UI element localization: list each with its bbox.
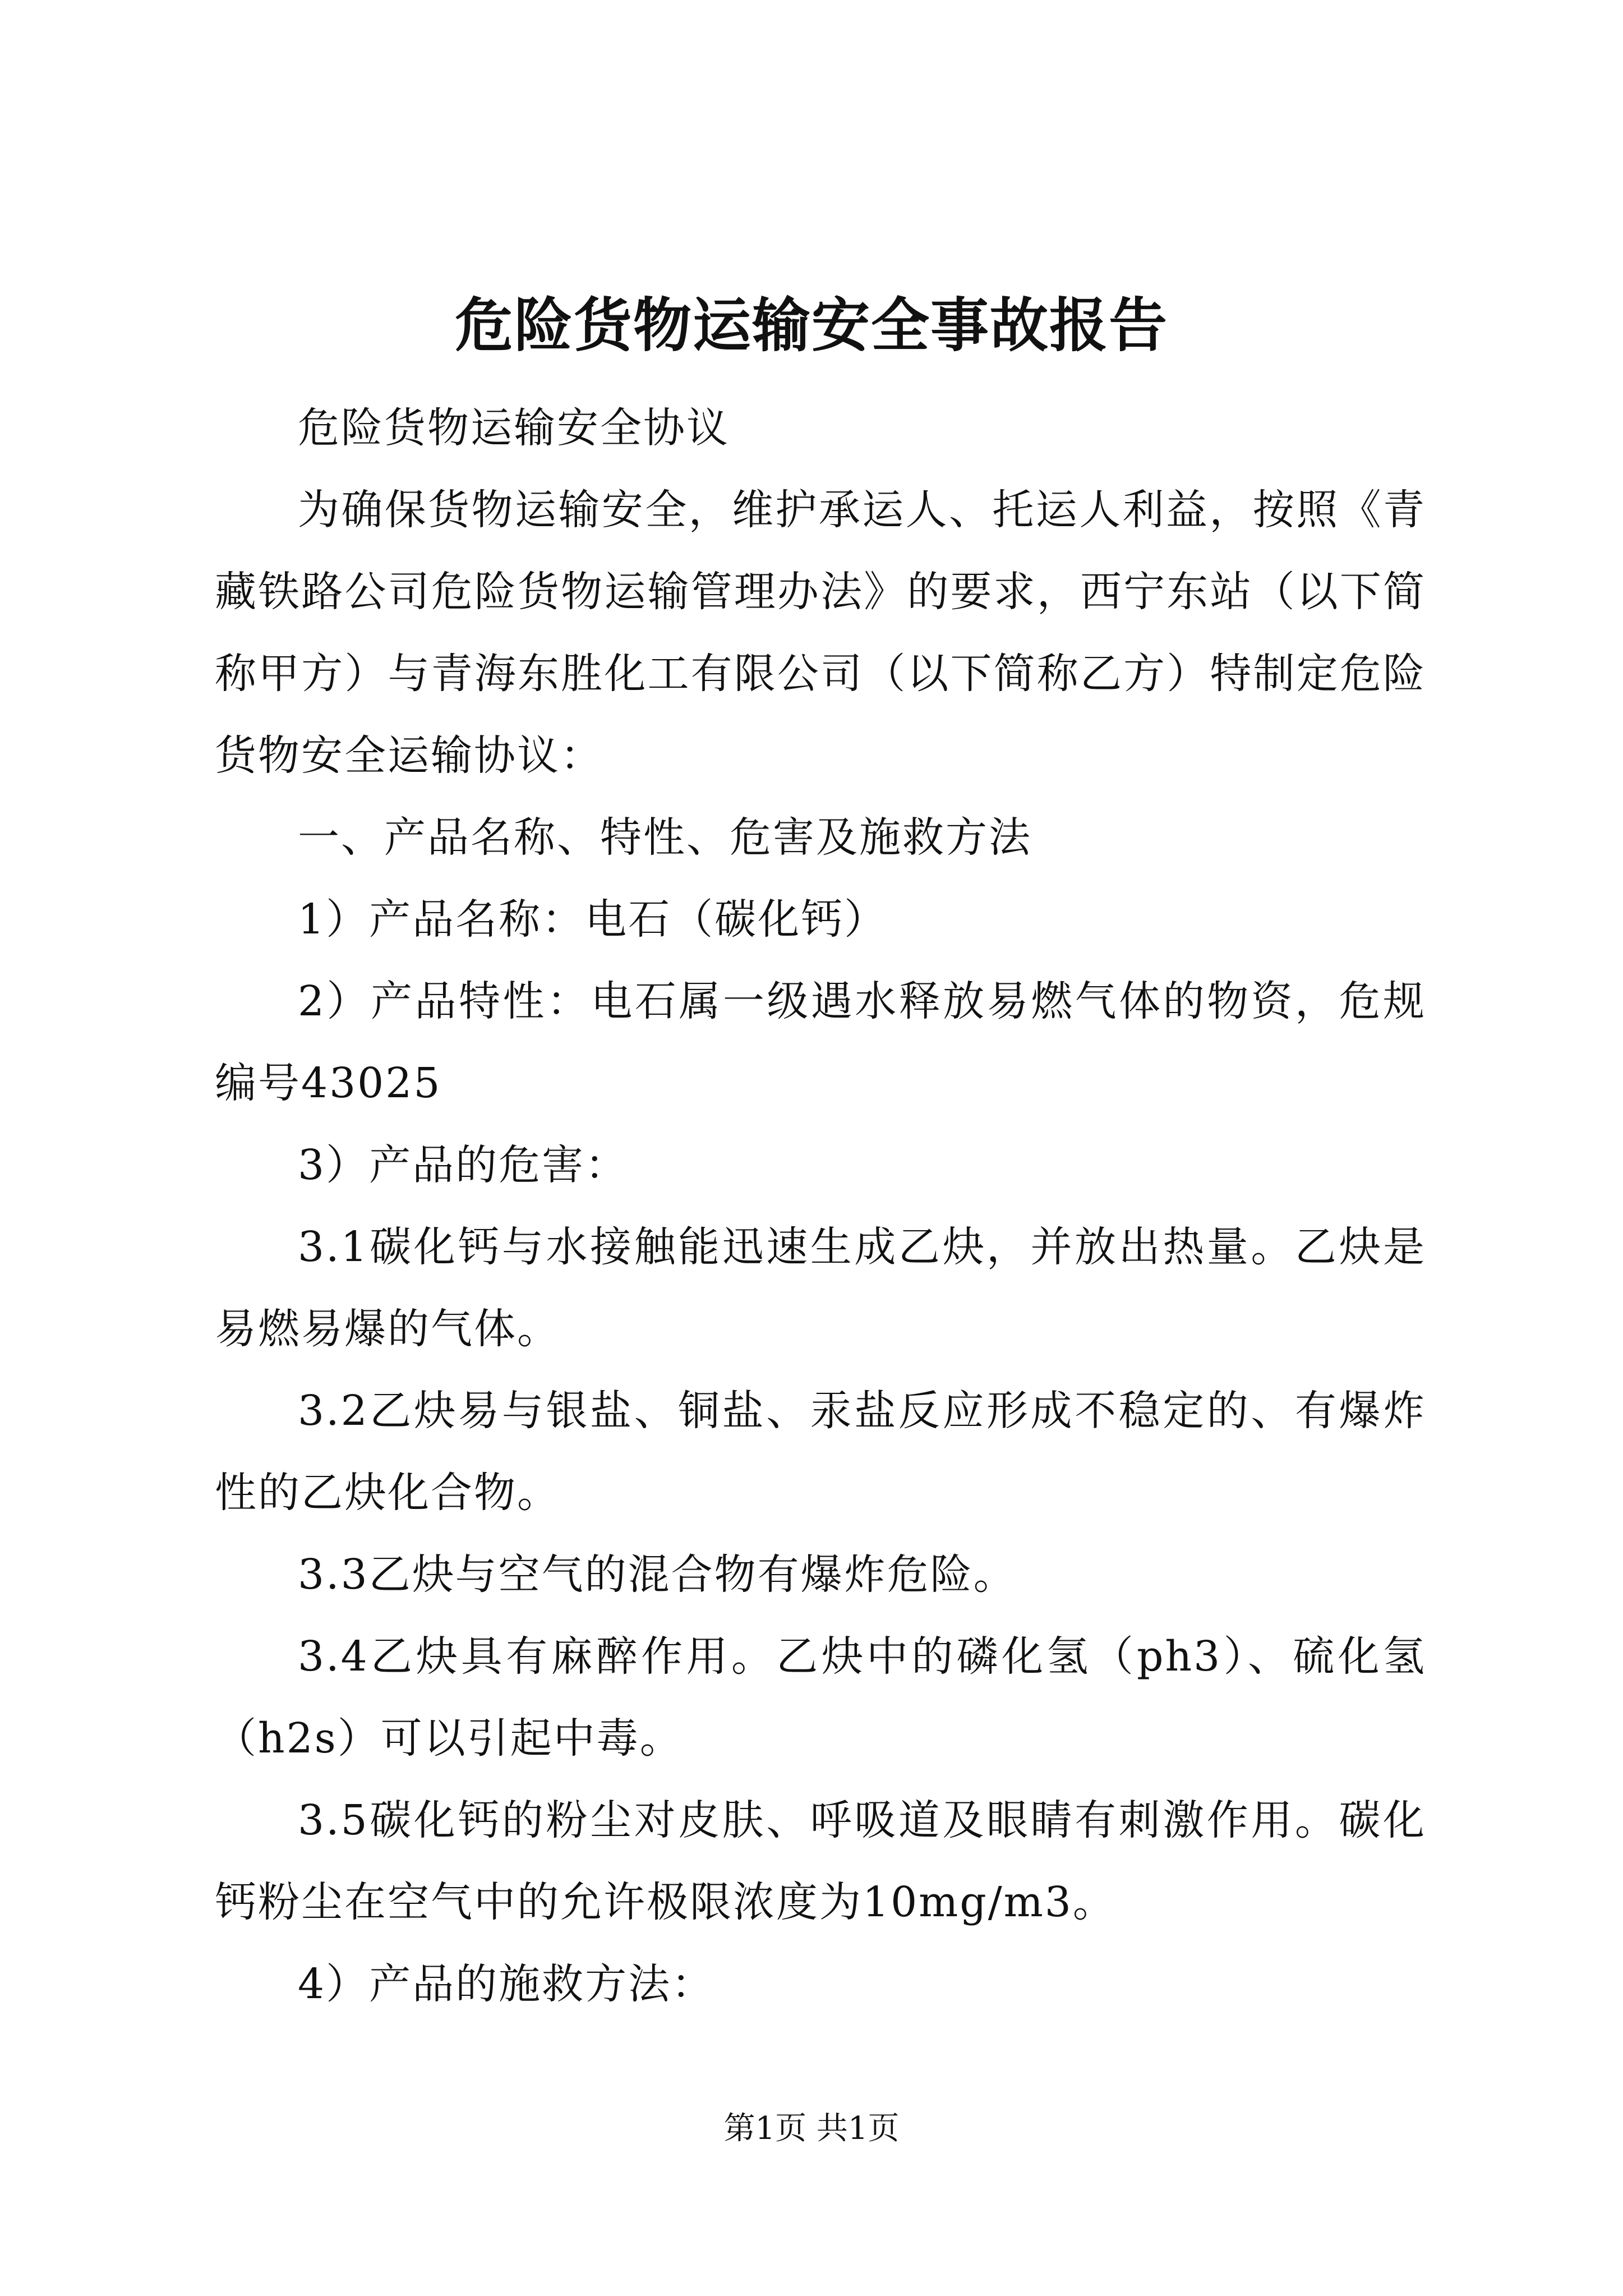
paragraph: 一、产品名称、特性、危害及施救方法 [298,813,1032,862]
document-title: 危险货物运输安全事故报告 [454,291,1168,360]
paragraph: 3.2乙炔易与银盐、铜盐、汞盐反应形成不稳定的、有爆炸性的乙炔化合物。 [215,1387,1426,1517]
paragraph: 3.1碳化钙与水接触能迅速生成乙炔，并放出热量。乙炔是易燃易爆的气体。 [215,1223,1426,1353]
paragraph: 1）产品名称：电石（碳化钙） [298,895,888,944]
document-body [215,387,1426,2025]
paragraph: 2）产品特性：电石属一级遇水释放易燃气体的物资，危规编号43025 [215,977,1426,1107]
paragraph: 危险货物运输安全协议 [298,404,730,452]
page-number-footer: 第1页 共1页 [723,2110,900,2147]
paragraph: 3.5碳化钙的粉尘对皮肤、呼吸道及眼睛有刺激作用。碳化钙粉尘在空气中的允许极限浓度为10mg/m3。 [215,1796,1426,1926]
paragraph: 为确保货物运输安全，维护承运人、托运人利益，按照《青藏铁路公司危险货物运输管理办法》的要求，西宁东站（以下简称甲方）与青海东胜化工有限公司（以下简称乙方）特制定危险货物安全运输协议： [215,486,1426,780]
paragraph: 3）产品的危害： [298,1141,629,1189]
paragraph: 4）产品的施救方法： [298,1960,715,2008]
paragraph: 3.3乙炔与空气的混合物有爆炸危险。 [298,1550,1017,1599]
paragraph: 3.4乙炔具有麻醉作用。乙炔中的磷化氢（ph3）、硫化氢（h2s）可以引起中毒。 [215,1632,1426,1763]
